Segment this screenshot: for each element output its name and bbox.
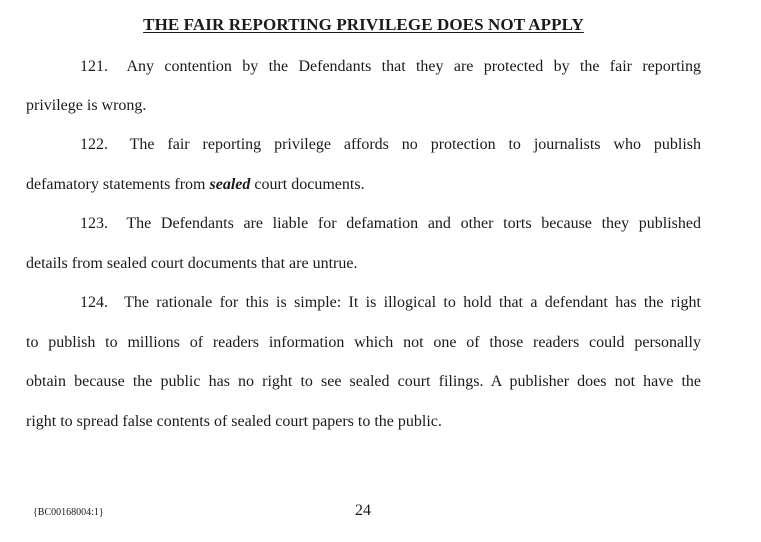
page-number: 24 <box>355 502 371 519</box>
paragraph-text: The Defendants are liable for defamation and other torts because they published <box>126 215 702 232</box>
paragraph-121-line-1 <box>80 57 701 77</box>
paragraph-124-line-1 <box>80 293 701 313</box>
paragraph-number: 121. <box>80 58 108 75</box>
emphasis-sealed: sealed <box>209 176 251 193</box>
paragraph-text: The rationale for this is simple: It is illogical to hold that a defendant has the right <box>124 294 701 311</box>
paragraph-124-line-2: to publish to millions of readers information which not one of those readers could personally <box>26 334 701 351</box>
paragraph-text: court documents. <box>254 176 365 193</box>
paragraph-number: 122. <box>80 136 108 153</box>
paragraph-text: The fair reporting privilege affords no protection to journalists who publish <box>129 136 701 153</box>
document-code: {BC00168004:1} <box>33 507 104 518</box>
paragraph-122-line-2 <box>26 175 365 195</box>
paragraph-number: 124. <box>80 294 108 311</box>
paragraph-number: 123. <box>80 215 108 232</box>
paragraph-text: defamatory statements from <box>26 176 206 193</box>
paragraph-122-line-1 <box>80 135 701 155</box>
paragraph-124-line-4: right to spread false contents of sealed court papers to the public. <box>26 413 442 430</box>
paragraph-123-line-2: details from sealed court documents that are untrue. <box>26 255 358 272</box>
paragraph-124-line-3: obtain because the public has no right to see sealed court filings. A publisher does not have the <box>26 373 701 390</box>
paragraph-121-line-2: privilege is wrong. <box>26 97 147 114</box>
paragraph-123-line-1 <box>80 214 701 234</box>
section-heading: THE FAIR REPORTING PRIVILEGE DOES NOT APPLY <box>143 15 584 34</box>
paragraph-text: Any contention by the Defendants that they are protected by the fair reporting <box>126 58 701 75</box>
